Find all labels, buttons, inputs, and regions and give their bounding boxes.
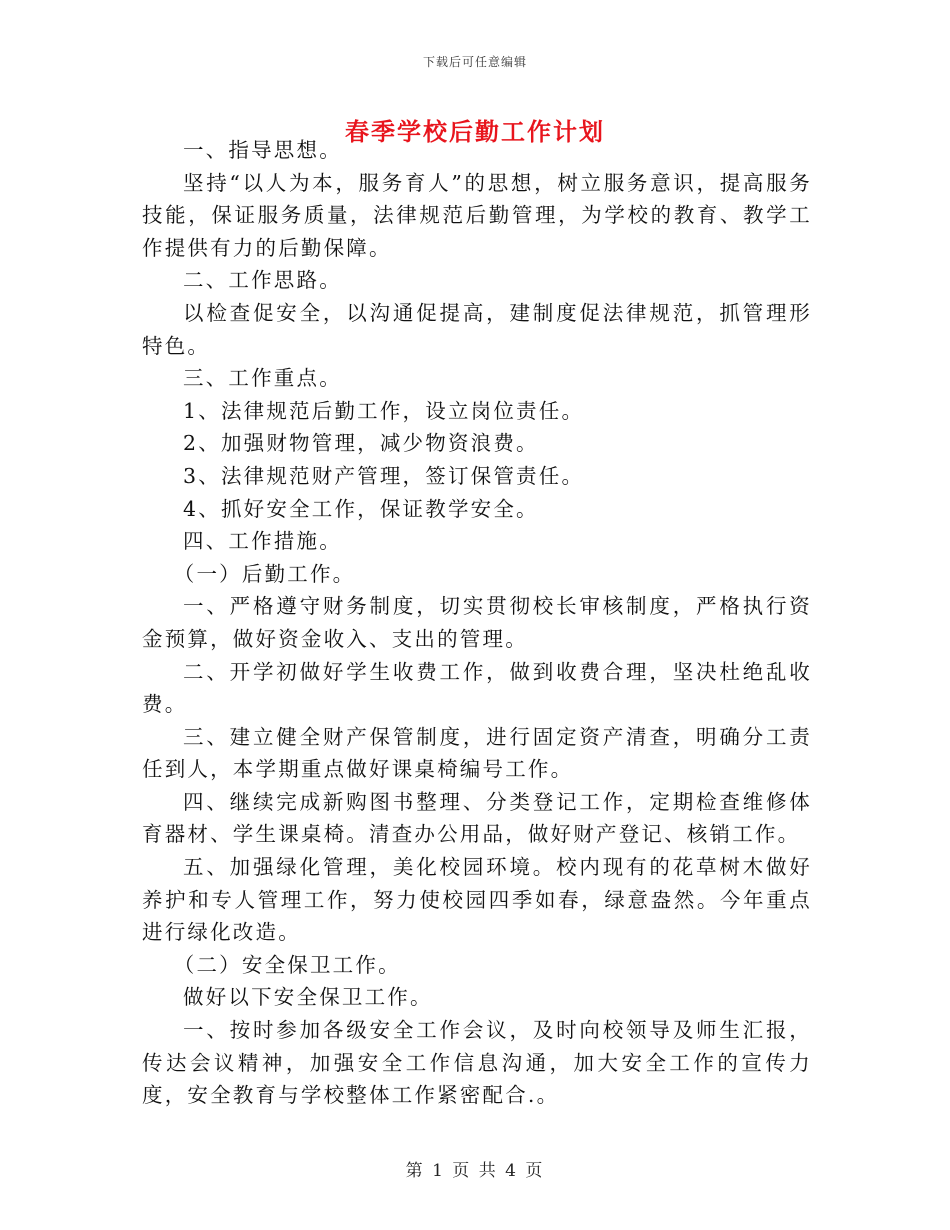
section-heading: 四、工作措施。 xyxy=(183,529,342,554)
list-item: 2、加强财物管理，减少物资浪费。 xyxy=(183,431,539,456)
paragraph: 四、继续完成新购图书整理、分类登记工作，定期检查维修体育器材、学生课桌椅。清查办公用品，做好财产登记、核销工作。 xyxy=(142,789,812,847)
section-heading: 三、工作重点。 xyxy=(183,366,342,391)
paragraph: 坚持“以人为本，服务育人”的思想，树立服务意识，提高服务技能，保证服务质量，法律规范后勤管理，为学校的教育、教学工作提供有力的后勤保障。 xyxy=(142,170,812,260)
list-item: 3、法律规范财产管理，签订保管责任。 xyxy=(183,463,585,488)
paragraph: 二、开学初做好学生收费工作，做到收费合理，坚决杜绝乱收费。 xyxy=(142,659,812,717)
paragraph: 一、按时参加各级安全工作会议，及时向校领导及师生汇报，传达会议精神，加强安全工作信息沟通，加大安全工作的宣传力度，安全教育与学校整体工作紧密配合.。 xyxy=(142,1018,812,1108)
subsection-heading: （二）安全保卫工作。 xyxy=(173,952,401,977)
subsection-heading: （一）后勤工作。 xyxy=(173,561,356,586)
document-body xyxy=(142,134,812,1112)
list-item: 4、抓好安全工作，保证教学安全。 xyxy=(183,496,539,521)
paragraph: 五、加强绿化管理，美化校园环境。校内现有的花草树木做好养护和专人管理工作，努力使校园四季如春，绿意盎然。今年重点进行绿化改造。 xyxy=(142,855,812,945)
page-header-note: 下载后可任意编辑 xyxy=(422,55,527,69)
page-footer-page-number: 第 1 页 共 4 页 xyxy=(405,1161,545,1181)
section-heading: 一、指导思想。 xyxy=(183,138,342,162)
document-title: 春季学校后勤工作计划 xyxy=(345,117,605,146)
paragraph: 一、严格遵守财务制度，切实贯彻校长审核制度，严格执行资金预算，做好资金收入、支出的管理。 xyxy=(142,594,812,651)
section-heading: 二、工作思路。 xyxy=(183,268,342,293)
paragraph: 三、建立健全财产保管制度，进行固定资产清查，明确分工责任到人，本学期重点做好课桌椅编号工作。 xyxy=(142,724,812,782)
paragraph: 以检查促安全，以沟通促提高，建制度促法律规范，抓管理形特色。 xyxy=(142,300,812,358)
paragraph: 做好以下安全保卫工作。 xyxy=(183,985,433,1010)
list-item: 1、法律规范后勤工作，设立岗位责任。 xyxy=(183,398,585,423)
